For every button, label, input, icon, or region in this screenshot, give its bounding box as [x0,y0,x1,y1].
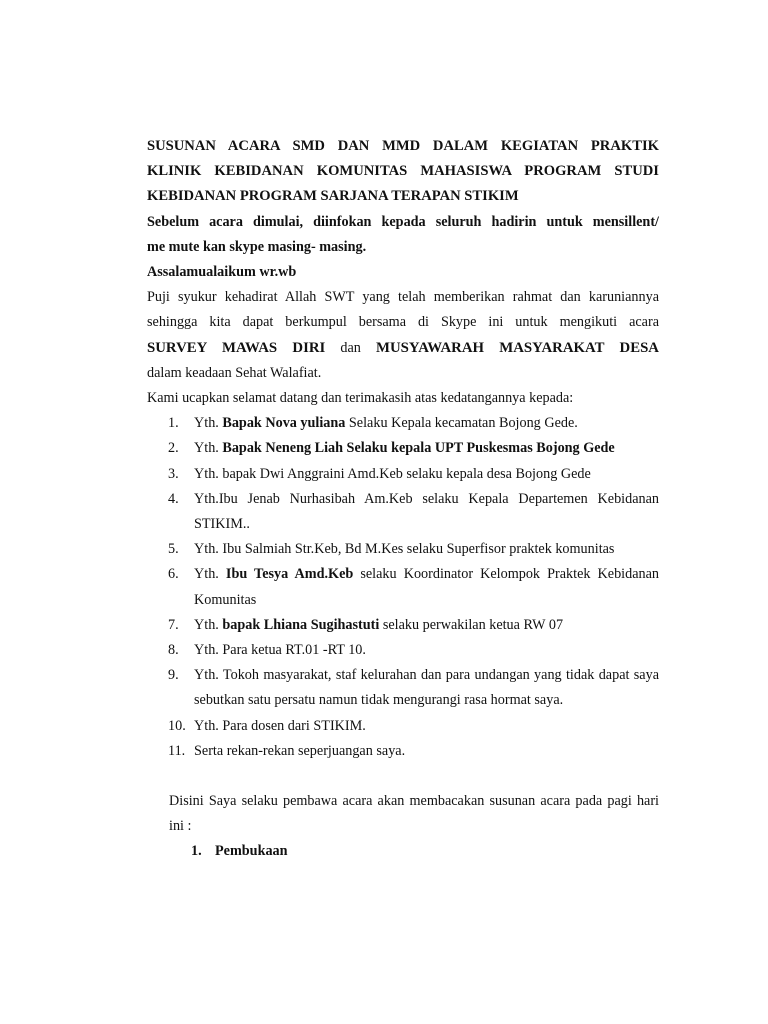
title-line: KLINIK KEBIDANAN KOMUNITAS MAHASISWA PROGRAM STUDI [147,163,659,180]
guest-item [147,411,659,436]
guest-item [147,487,659,537]
opening-line-events [147,336,659,361]
guest-text-bold: bapak Lhiana Sugihastuti [222,616,380,633]
guest-number: 10. [168,717,186,734]
opening-line: Puji syukur kehadirat Allah SWT yang telah memberikan rahmat dan karuniannya [147,289,659,306]
thanks-line: Kami ucapkan selamat datang dan terimakasih atas kedatangannya kepada: [147,390,574,407]
event-survey: SURVEY MAWAS DIRI [147,339,326,356]
guest-text-post: Selaku Kepala kecamatan Bojong Gede. [345,415,578,432]
greeting: Assalamualaikum wr.wb [147,264,297,281]
guest-number: 7. [168,616,179,633]
document-body [147,134,659,865]
guest-number: 1. [168,415,179,432]
guest-item [147,714,659,739]
guest-number: 2. [168,440,179,457]
agenda-item [147,839,659,864]
guest-text-pre: Yth. Ibu Salmiah Str.Keb, Bd M.Kes selaku Superfisor praktek komunitas [194,541,615,558]
notice [147,210,659,260]
title-line: KEBIDANAN PROGRAM SARJANA TERAPAN STIKIM [147,188,519,205]
guest-number: 6. [168,566,179,583]
notice-line: Sebelum acara dimulai, diinfokan kepada seluruh hadirin untuk mensillent/ [147,213,659,230]
guest-text-post: selaku Koordinator Kelompok Praktek Kebidanan Komunitas [194,566,660,608]
guest-item [147,613,659,638]
spacer [147,764,659,789]
opening-line: dalam keadaan Sehat Walafiat. [147,364,322,381]
guest-list [147,411,659,764]
guest-number: 8. [168,642,179,659]
document-title [147,134,659,210]
guest-text-pre: Serta rekan-rekan seperjuangan saya. [194,742,406,759]
agenda-number: 1. [191,843,202,860]
closing-paragraph: Disini Saya selaku pembawa acara akan membacakan susunan acara pada pagi hari ini : [169,793,659,835]
guest-number: 11. [168,742,186,759]
notice-line: me mute kan skype masing- masing. [147,238,367,255]
guest-text-pre: Yth. bapak Dwi Anggraini Amd.Keb selaku kepala desa Bojong Gede [194,465,591,482]
guest-item [147,739,659,764]
guest-text-post: selaku perwakilan ketua RW 07 [379,616,564,633]
guest-item [147,537,659,562]
guest-item [147,638,659,663]
guest-text-pre: Yth. Para dosen dari STIKIM. [194,717,366,734]
title-line: SUSUNAN ACARA SMD DAN MMD DALAM KEGIATAN PRAKTIK [147,138,659,154]
guest-text-pre: Yth. [194,566,226,583]
guest-number: 3. [168,465,179,482]
guest-text-bold: Bapak Nova yuliana [222,415,346,432]
guest-number: 4. [168,490,179,507]
opening-paragraph [147,285,659,386]
guest-text-pre: Yth.Ibu Jenab Nurhasibah Am.Keb selaku Kepala Departemen Kebidanan STIKIM.. [194,490,659,533]
guest-item [147,663,659,713]
event-conjunction: dan [325,339,377,356]
guest-number: 5. [168,541,179,558]
guest-text-bold: Ibu Tesya Amd.Keb [225,566,354,583]
guest-text-pre: Yth. Para ketua RT.01 -RT 10. [194,642,366,659]
event-musyawarah: MUSYAWARAH MASYARAKAT DESA [376,339,659,356]
guest-item [147,436,659,461]
guest-text-pre: Yth. Tokoh masyarakat, staf kelurahan dan para undangan yang tidak dapat saya sebutkan satu persatu namun tidak mengurangi rasa hormat saya. [194,667,659,709]
guest-text-pre: Yth. [194,616,223,633]
guest-text-pre: Yth. [194,440,223,457]
opening-line: sehingga kita dapat berkumpul bersama di Skype ini untuk mengikuti acara [147,314,659,331]
guest-text-pre: Yth. [194,415,223,432]
agenda-label: Pembukaan [215,843,288,860]
guest-item [147,462,659,487]
agenda-list [147,839,659,864]
guest-text-bold: Bapak Neneng Liah Selaku kepala UPT Puskesmas Bojong Gede [222,440,615,457]
guest-number: 9. [168,667,179,684]
guest-item [147,562,659,612]
